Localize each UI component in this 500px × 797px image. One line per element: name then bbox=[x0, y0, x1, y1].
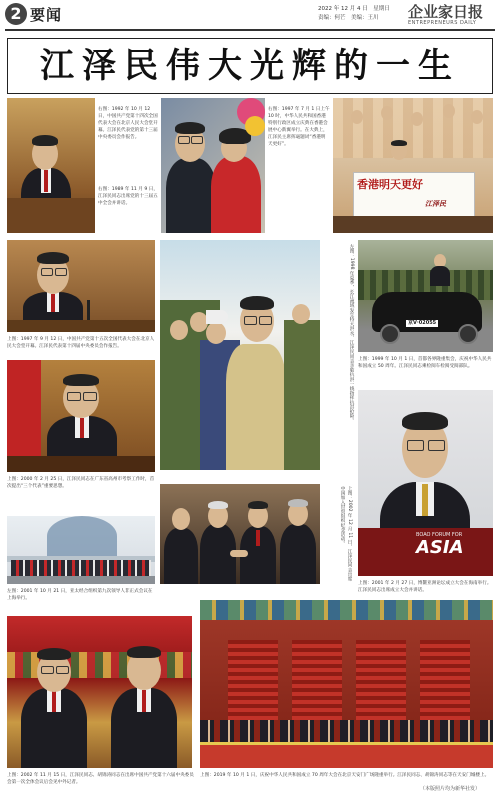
paper-logo-en: ENTREPRENEURS DAILY bbox=[408, 20, 477, 26]
photo-speech-2000 bbox=[7, 360, 155, 472]
caption-photo-1: 右图：1992 年 10 月 12 日，中国共产党第十四次全国代表大会在北京人民大会堂开幕。江泽民代表党的第十三届中央委员会作报告。 bbox=[98, 107, 158, 140]
page-number-badge: 2 bbox=[5, 3, 27, 25]
caption-photo-5: 左图：1998 年夏季，长江流域发生特大洪水，江泽民同志亲临抗洪一线指挥抗洪抢险。 bbox=[349, 244, 354, 423]
photo-credit: （本版照片均为新华社发） bbox=[420, 786, 481, 792]
photo-flood-relief bbox=[160, 240, 320, 470]
parade-car-plate: 京V·02055 bbox=[408, 320, 437, 326]
caption-photo-12: 上图：2019 年 10 月 1 日，庆祝中华人民共和国成立 70 周年大会在北京天安门广场隆重举行。江泽民同志、胡锦涛同志等在天安门城楼上。 bbox=[200, 773, 490, 778]
caption-photo-7: 上图：2000 年 2 月 25 日，江泽民同志在广东省高州市考察工作时，首次提出“三个代表”重要思想。 bbox=[7, 477, 155, 489]
headline: 江泽民伟大光辉的一生 bbox=[40, 46, 460, 86]
hongkong-signature: 江泽民 bbox=[425, 199, 446, 208]
boao-banner: ASIA bbox=[416, 537, 464, 558]
date-line: 2022 年 12 月 4 日 星期日 bbox=[318, 6, 390, 12]
section-title: 要闻 bbox=[30, 6, 63, 24]
hongkong-banner: 香港明天更好 bbox=[357, 178, 423, 191]
caption-photo-1b: 右图：1989 年 11 月 9 日，江泽民同志出席党的十三届五中全会并讲话。 bbox=[98, 187, 158, 206]
photo-hongkong-handover bbox=[333, 98, 493, 233]
caption-photo-11: 上图：2002 年 11 月 15 日，江泽民同志、胡锦涛同志在出席中国共产党第十六届中央委员会第一次全体会议后会见中外记者。 bbox=[7, 773, 194, 785]
photo-15th-congress bbox=[7, 240, 155, 332]
caption-photo-6: 上图：1999 年 10 月 1 日，首都各界隆重集会，庆祝中华人民共和国成立 50 周年。江泽民同志乘检阅车检阅受阅部队。 bbox=[358, 357, 492, 369]
photo-handshake bbox=[160, 484, 320, 584]
caption-photo-4: 上图：1997 年 9 月 12 日，中国共产党第十五次全国代表大会在北京人民大会堂开幕。江泽民代表第十四届中央委员会作报告。 bbox=[7, 337, 155, 349]
photo-two-leaders bbox=[7, 616, 192, 768]
photo-boao-forum bbox=[358, 390, 493, 576]
photo-congress-1992 bbox=[7, 98, 95, 233]
photo-tiananmen-rostrum bbox=[200, 600, 493, 768]
photo-parade-car bbox=[358, 240, 493, 352]
photo-child-flowers bbox=[161, 98, 265, 233]
photo-apec-shanghai bbox=[7, 516, 155, 584]
caption-photo-8: 左图：2001 年 10 月 21 日，亚太经合组织第九次领导人非正式会议在上海举行。 bbox=[7, 589, 153, 601]
editor-line: 责编：何芒 美编：王川 bbox=[318, 15, 379, 21]
paper-logo: 企业家日报 bbox=[408, 3, 484, 21]
caption-photo-3: 右图：1997 年 7 月 1 日上午 10 时，中华人民共和国香港特别行政区成立庆典在香港会展中心新翼举行。在大典上，江泽民主席挥毫题词“香港明天更好”。 bbox=[268, 107, 330, 147]
boao-banner-sub: BOAO FORUM FOR bbox=[416, 532, 463, 538]
caption-photo-9: 上图：2002 年 12 月 11 日，江泽民同志出席中国加入世贸组织纪念活动。 bbox=[340, 486, 352, 582]
header-rule bbox=[5, 29, 495, 31]
caption-photo-10: 上图：2001 年 2 月 27 日，博鳌亚洲论坛成立大会在海南举行。江泽民同志出席成立大会并讲话。 bbox=[358, 581, 492, 593]
